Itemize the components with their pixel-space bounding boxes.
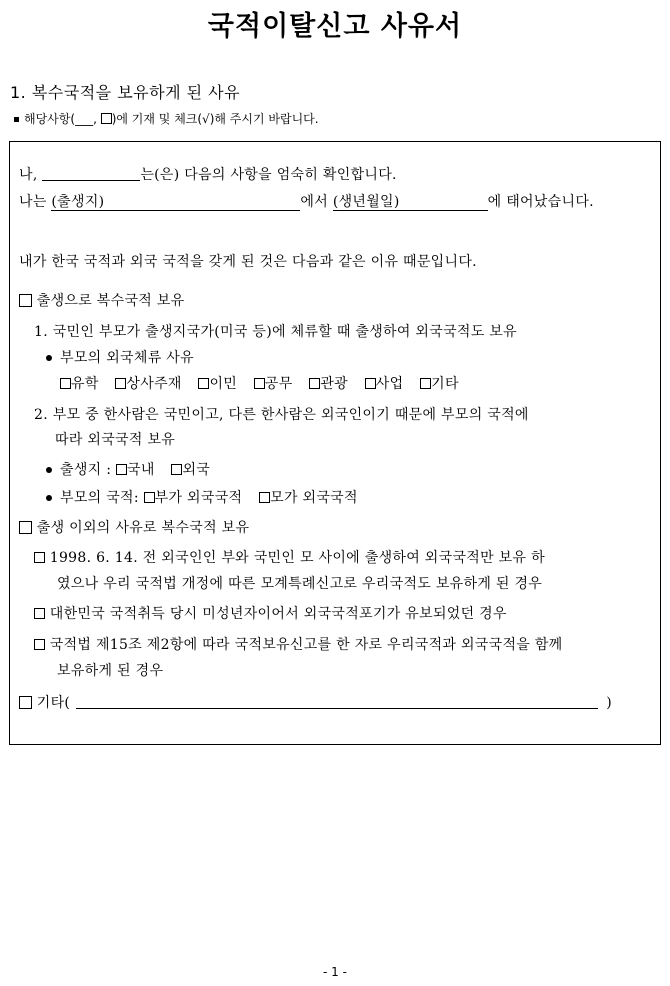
option-father-foreign[interactable]: 부가 외국국적 [144, 490, 243, 506]
birth-item-1: 1. 국민인 부모가 출생지국가(미국 등)에 체류할 때 출생하여 외국국적도 보유 [34, 324, 517, 340]
checkbox-icon[interactable] [116, 464, 127, 475]
other-item-1-line-1[interactable]: 1998. 6. 14. 전 외국인인 부와 국민인 모 사이에 출생하여 외국국적만 보유 하 [34, 547, 545, 567]
checkbox-icon[interactable] [34, 552, 45, 563]
birthplace-field[interactable]: (출생지) [51, 194, 300, 211]
bullet-icon [46, 467, 52, 473]
birth-reason-option[interactable]: 출생으로 복수국적 보유 [19, 290, 185, 310]
option-public-service[interactable]: 공무 [254, 376, 293, 392]
option-trade[interactable]: 상사주재 [115, 376, 181, 392]
form-box [9, 141, 661, 745]
birth-item-2-line-2: 따라 외국국적 보유 [55, 432, 176, 448]
birth-item-2-line-1: 2. 부모 중 한사람은 국민이고, 다른 한사람은 외국인이기 때문에 부모의 국적에 [34, 407, 529, 423]
checkbox-icon[interactable] [115, 378, 126, 389]
checkbox-icon [101, 113, 112, 124]
square-bullet-icon [14, 117, 19, 122]
declaration-line-2: 나는 (출생지) 에서 (생년월일) 에 태어났습니다. [19, 194, 594, 210]
checkbox-icon[interactable] [19, 696, 32, 709]
bullet-icon [46, 355, 52, 361]
option-study[interactable]: 유학 [60, 376, 99, 392]
option-other[interactable]: 기타 [420, 376, 459, 392]
checkbox-icon[interactable] [34, 608, 45, 619]
checkbox-icon[interactable] [144, 492, 155, 503]
option-immigration[interactable]: 이민 [198, 376, 237, 392]
option-abroad[interactable]: 외국 [171, 462, 210, 478]
stay-reason-heading: 부모의 외국체류 사유 [46, 347, 194, 367]
checkbox-icon[interactable] [365, 378, 376, 389]
other-item-2[interactable]: 대한민국 국적취득 당시 미성년자이어서 외국국적포기가 유보되었던 경우 [34, 603, 507, 623]
option-business[interactable]: 사업 [365, 376, 404, 392]
checkbox-icon[interactable] [259, 492, 270, 503]
etc-field[interactable] [76, 694, 598, 709]
option-tourism[interactable]: 관광 [309, 376, 348, 392]
etc-option: 기타( ) [19, 692, 612, 712]
option-mother-foreign[interactable]: 모가 외국국적 [259, 490, 358, 506]
checkbox-icon[interactable] [420, 378, 431, 389]
parent-nationality-row: 부모의 국적: 부가 외국국적 모가 외국국적 [46, 487, 370, 507]
birthplace-row: 출생지 : 국내 외국 [46, 459, 222, 479]
option-domestic[interactable]: 국내 [116, 462, 155, 478]
checkbox-icon[interactable] [19, 294, 32, 307]
checkbox-icon[interactable] [60, 378, 71, 389]
other-item-3-line-2: 보유하게 된 경우 [57, 663, 164, 679]
declaration-line-1: 나, 는(은) 다음의 사항을 엄숙히 확인합니다. [19, 167, 397, 183]
checkbox-icon[interactable] [171, 464, 182, 475]
page-title: 국적이탈신고 사유서 [207, 11, 463, 42]
other-item-3-line-1[interactable]: 국적법 제15조 제2항에 따라 국적보유신고를 한 자로 우리국적과 외국국적을 함께 [34, 634, 563, 654]
checkbox-icon[interactable] [309, 378, 320, 389]
intro-text: 내가 한국 국적과 외국 국적을 갖게 된 것은 다음과 같은 이유 때문입니다. [19, 254, 477, 270]
birthdate-field[interactable]: (생년월일) [333, 194, 488, 211]
section-heading: 1. 복수국적을 보유하게 된 사유 [10, 83, 241, 102]
other-item-1-line-2: 였으나 우리 국적법 개정에 따른 모계특례신고로 우리국적도 보유하게 된 경우 [57, 576, 543, 592]
name-field[interactable] [42, 166, 140, 181]
stay-reason-options [60, 373, 471, 393]
checkbox-icon[interactable] [254, 378, 265, 389]
page-number: - 1 - [323, 965, 347, 979]
checkbox-icon[interactable] [19, 521, 32, 534]
instruction-note: 해당사항(___, )에 기재 및 체크(√)해 주시기 바랍니다. [14, 110, 319, 127]
other-reason-option[interactable]: 출생 이외의 사유로 복수국적 보유 [19, 517, 249, 537]
checkbox-icon[interactable] [198, 378, 209, 389]
bullet-icon [46, 495, 52, 501]
checkbox-icon[interactable] [34, 639, 45, 650]
